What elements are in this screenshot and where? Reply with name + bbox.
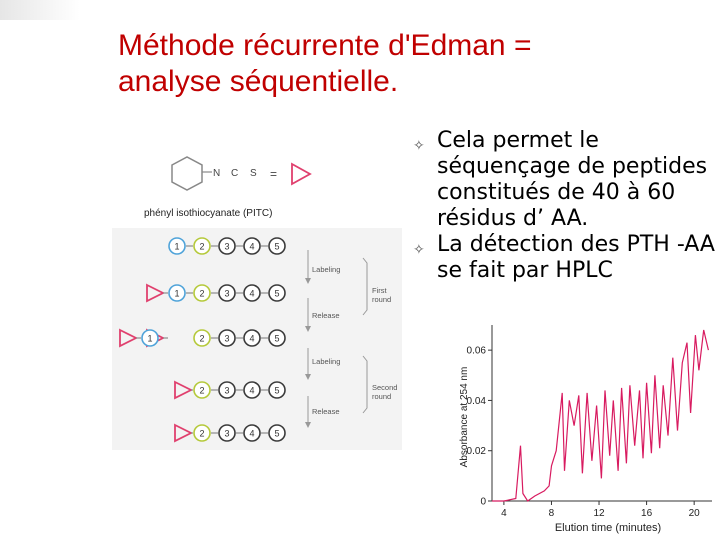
first-round-label-2: round (372, 295, 392, 304)
hplc-chromatogram (450, 305, 720, 540)
bullet-marker-icon: ✧ (413, 138, 425, 154)
x-axis-label: Elution time (minutes) (554, 522, 662, 534)
residue-label: 2 (199, 333, 205, 344)
labeling-label-2: Labeling (312, 357, 341, 366)
residue-label: 5 (274, 428, 280, 439)
y-tick-label: 0 (480, 496, 486, 508)
atom-n: N (213, 168, 221, 179)
residue-label: 3 (224, 385, 230, 396)
chromatogram-series-line (492, 330, 708, 501)
second-round-label-2: round (372, 392, 392, 401)
x-tick-label: 8 (548, 508, 555, 519)
residue-label: 2 (199, 428, 205, 439)
atom-c: C (231, 168, 239, 179)
residue-label: 4 (249, 241, 255, 252)
reagent-label: phényl isothiocyanate (PITC) (144, 208, 273, 219)
pitc-molecule-icon (172, 157, 277, 190)
residue-label: 4 (249, 428, 255, 439)
slide-top-decoration (0, 0, 80, 20)
residue-label: 4 (249, 288, 255, 299)
title-line-2: analyse séquentielle. (118, 65, 399, 98)
x-tick-label: 16 (641, 508, 653, 519)
residue-label: 1 (174, 288, 180, 299)
release-label: Release (312, 311, 340, 320)
bullet-list (413, 128, 718, 284)
residue-label: 5 (274, 385, 280, 396)
y-tick-label: 0.06 (466, 345, 486, 357)
edman-degradation-diagram (112, 150, 412, 450)
residue-label: 5 (274, 333, 280, 344)
pitc-tag-icon (292, 164, 310, 184)
residue-label: 5 (274, 288, 280, 299)
bullet-item (413, 232, 718, 284)
slide-title (118, 28, 708, 100)
x-tick-label: 4 (501, 508, 507, 519)
labeling-label: Labeling (312, 265, 341, 274)
residue-label: 2 (199, 288, 205, 299)
residue-label: 3 (224, 333, 230, 344)
chart-plot-area (492, 330, 708, 501)
residue-label: 2 (199, 241, 205, 252)
equals-sign: = (270, 167, 278, 181)
residue-label: 3 (224, 428, 230, 439)
atom-s: S (250, 168, 257, 179)
bullet-marker-icon: ✧ (413, 242, 425, 258)
bullet-text: Cela permet le séquençage de peptides constitués de 40 à 60 résidus d’ AA. (437, 128, 708, 231)
x-tick-label: 12 (593, 508, 605, 519)
bullet-item (413, 128, 718, 232)
y-tick-label: 0.02 (466, 446, 486, 458)
y-tick-label: 0.04 (466, 395, 486, 407)
residue-label: 3 (224, 241, 230, 252)
residue-label: 2 (199, 385, 205, 396)
bullet-text: La détection des PTH -AA se fait par HPLC (437, 232, 715, 283)
second-round-label-1: Second (372, 383, 398, 392)
residue-label: 5 (274, 241, 280, 252)
y-axis-label: Absorbance at 254 nm (459, 366, 470, 468)
x-tick-label: 20 (688, 508, 700, 519)
residue-label: 4 (249, 333, 255, 344)
residue-label: 1 (147, 333, 153, 344)
first-round-label-1: First (372, 286, 387, 295)
residue-label: 1 (174, 241, 180, 252)
release-label-2: Release (312, 407, 340, 416)
residue-label: 4 (249, 385, 255, 396)
title-line-1: Méthode récurrente d'Edman = (118, 29, 532, 62)
residue-label: 3 (224, 288, 230, 299)
